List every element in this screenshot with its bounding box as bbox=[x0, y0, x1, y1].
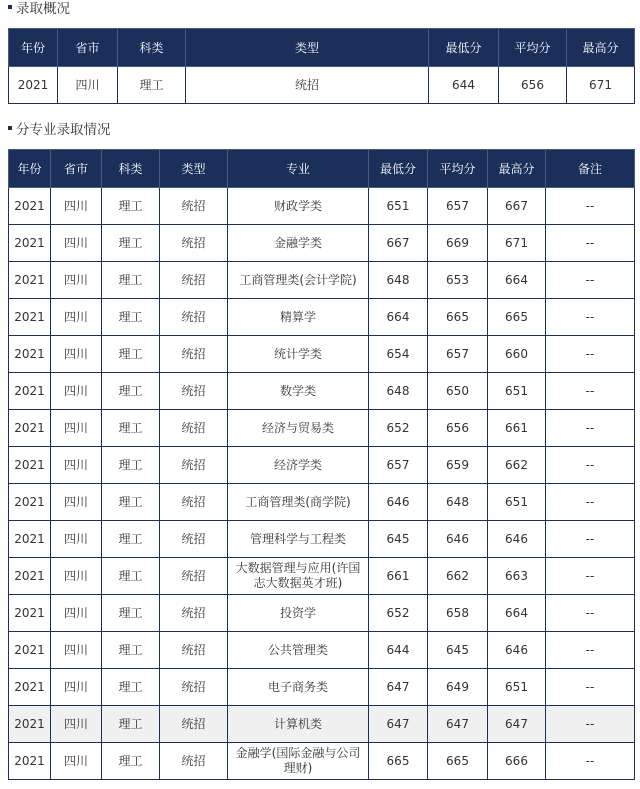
cell-year: 2021 bbox=[9, 484, 51, 521]
cell-major: 电子商务类 bbox=[228, 669, 369, 706]
cell-max-score: 646 bbox=[488, 632, 546, 669]
table-row bbox=[9, 743, 635, 780]
overview-header-row bbox=[9, 29, 635, 67]
cell-max-score: 663 bbox=[488, 558, 546, 595]
cell-max-score: 661 bbox=[488, 410, 546, 447]
cell-major: 计算机类 bbox=[228, 706, 369, 743]
cell-remarks: -- bbox=[546, 225, 635, 262]
cell-remarks: -- bbox=[546, 336, 635, 373]
table-row bbox=[9, 706, 635, 743]
overview-section-title bbox=[8, 0, 70, 18]
cell-major: 统计学类 bbox=[228, 336, 369, 373]
cell-min-score: 665 bbox=[369, 743, 428, 780]
cell-avg-score: 648 bbox=[428, 484, 488, 521]
cell-province: 四川 bbox=[51, 706, 102, 743]
cell-province: 四川 bbox=[51, 188, 102, 225]
cell-type: 统招 bbox=[160, 706, 228, 743]
cell-remarks: -- bbox=[546, 447, 635, 484]
cell-major: 大数据管理与应用(许国志大数据英才班) bbox=[228, 558, 369, 595]
cell-province: 四川 bbox=[51, 373, 102, 410]
table-row bbox=[9, 188, 635, 225]
cell-type: 统招 bbox=[160, 188, 228, 225]
cell-category: 理工 bbox=[102, 706, 160, 743]
cell-max-score: 651 bbox=[488, 669, 546, 706]
cell-type: 统招 bbox=[160, 484, 228, 521]
cell-type: 统招 bbox=[160, 336, 228, 373]
header-min-score: 最低分 bbox=[369, 150, 428, 188]
cell-category: 理工 bbox=[102, 743, 160, 780]
cell-max-score: 646 bbox=[488, 521, 546, 558]
majors-section-title bbox=[8, 121, 111, 139]
cell-min-score: 644 bbox=[429, 67, 499, 104]
cell-min-score: 648 bbox=[369, 373, 428, 410]
cell-type: 统招 bbox=[160, 632, 228, 669]
cell-year: 2021 bbox=[9, 447, 51, 484]
cell-province: 四川 bbox=[51, 336, 102, 373]
header-province: 省市 bbox=[51, 150, 102, 188]
cell-type: 统招 bbox=[160, 299, 228, 336]
cell-min-score: 646 bbox=[369, 484, 428, 521]
cell-type: 统招 bbox=[160, 521, 228, 558]
cell-category: 理工 bbox=[102, 336, 160, 373]
cell-category: 理工 bbox=[102, 595, 160, 632]
header-major: 专业 bbox=[228, 150, 369, 188]
cell-min-score: 667 bbox=[369, 225, 428, 262]
cell-avg-score: 665 bbox=[428, 299, 488, 336]
cell-type: 统招 bbox=[160, 410, 228, 447]
cell-category: 理工 bbox=[102, 484, 160, 521]
overview-row bbox=[9, 67, 635, 104]
bullet-icon bbox=[8, 5, 12, 9]
header-min-score: 最低分 bbox=[429, 29, 499, 67]
overview-table bbox=[8, 28, 635, 104]
cell-year: 2021 bbox=[9, 225, 51, 262]
cell-remarks: -- bbox=[546, 410, 635, 447]
table-row bbox=[9, 484, 635, 521]
cell-max-score: 665 bbox=[488, 299, 546, 336]
table-row bbox=[9, 373, 635, 410]
cell-max-score: 667 bbox=[488, 188, 546, 225]
cell-remarks: -- bbox=[546, 373, 635, 410]
cell-min-score: 654 bbox=[369, 336, 428, 373]
cell-min-score: 652 bbox=[369, 410, 428, 447]
table-row bbox=[9, 521, 635, 558]
overview-title-text: 录取概况 bbox=[16, 1, 70, 17]
header-max-score: 最高分 bbox=[488, 150, 546, 188]
cell-province: 四川 bbox=[51, 521, 102, 558]
table-row bbox=[9, 336, 635, 373]
header-category: 科类 bbox=[118, 29, 186, 67]
table-row bbox=[9, 669, 635, 706]
cell-year: 2021 bbox=[9, 299, 51, 336]
cell-max-score: 651 bbox=[488, 484, 546, 521]
cell-type: 统招 bbox=[160, 373, 228, 410]
cell-avg-score: 645 bbox=[428, 632, 488, 669]
cell-province: 四川 bbox=[51, 632, 102, 669]
cell-category: 理工 bbox=[102, 188, 160, 225]
header-max-score: 最高分 bbox=[567, 29, 635, 67]
header-year: 年份 bbox=[9, 150, 51, 188]
cell-province: 四川 bbox=[51, 225, 102, 262]
cell-major: 财政学类 bbox=[228, 188, 369, 225]
cell-min-score: 652 bbox=[369, 595, 428, 632]
table-row bbox=[9, 595, 635, 632]
cell-min-score: 647 bbox=[369, 706, 428, 743]
table-row bbox=[9, 299, 635, 336]
cell-avg-score: 662 bbox=[428, 558, 488, 595]
cell-type: 统招 bbox=[160, 447, 228, 484]
cell-major: 经济与贸易类 bbox=[228, 410, 369, 447]
cell-major: 金融学(国际金融与公司理财) bbox=[228, 743, 369, 780]
cell-avg-score: 658 bbox=[428, 595, 488, 632]
cell-year: 2021 bbox=[9, 67, 58, 104]
cell-category: 理工 bbox=[102, 373, 160, 410]
cell-avg-score: 653 bbox=[428, 262, 488, 299]
cell-category: 理工 bbox=[102, 521, 160, 558]
table-row bbox=[9, 447, 635, 484]
cell-province: 四川 bbox=[58, 67, 118, 104]
cell-max-score: 662 bbox=[488, 447, 546, 484]
cell-major: 管理科学与工程类 bbox=[228, 521, 369, 558]
cell-type: 统招 bbox=[160, 558, 228, 595]
cell-major: 金融学类 bbox=[228, 225, 369, 262]
cell-province: 四川 bbox=[51, 484, 102, 521]
table-row bbox=[9, 262, 635, 299]
cell-category: 理工 bbox=[102, 447, 160, 484]
cell-max-score: 664 bbox=[488, 262, 546, 299]
cell-category: 理工 bbox=[102, 299, 160, 336]
majors-table-body bbox=[9, 188, 635, 780]
cell-max-score: 664 bbox=[488, 595, 546, 632]
header-category: 科类 bbox=[102, 150, 160, 188]
bullet-icon bbox=[8, 126, 12, 130]
cell-type: 统招 bbox=[160, 225, 228, 262]
cell-type: 统招 bbox=[186, 67, 429, 104]
cell-category: 理工 bbox=[102, 632, 160, 669]
cell-avg-score: 665 bbox=[428, 743, 488, 780]
cell-year: 2021 bbox=[9, 632, 51, 669]
table-row bbox=[9, 632, 635, 669]
header-year: 年份 bbox=[9, 29, 58, 67]
cell-avg-score: 656 bbox=[499, 67, 567, 104]
header-province: 省市 bbox=[58, 29, 118, 67]
cell-min-score: 661 bbox=[369, 558, 428, 595]
cell-year: 2021 bbox=[9, 410, 51, 447]
cell-min-score: 648 bbox=[369, 262, 428, 299]
cell-type: 统招 bbox=[160, 262, 228, 299]
cell-remarks: -- bbox=[546, 632, 635, 669]
cell-remarks: -- bbox=[546, 188, 635, 225]
cell-min-score: 651 bbox=[369, 188, 428, 225]
cell-min-score: 664 bbox=[369, 299, 428, 336]
header-type: 类型 bbox=[186, 29, 429, 67]
table-row bbox=[9, 225, 635, 262]
cell-max-score: 666 bbox=[488, 743, 546, 780]
cell-remarks: -- bbox=[546, 521, 635, 558]
cell-max-score: 647 bbox=[488, 706, 546, 743]
cell-province: 四川 bbox=[51, 743, 102, 780]
cell-avg-score: 657 bbox=[428, 336, 488, 373]
cell-max-score: 671 bbox=[567, 67, 635, 104]
cell-remarks: -- bbox=[546, 743, 635, 780]
cell-category: 理工 bbox=[118, 67, 186, 104]
header-type: 类型 bbox=[160, 150, 228, 188]
cell-max-score: 651 bbox=[488, 373, 546, 410]
cell-type: 统招 bbox=[160, 595, 228, 632]
cell-province: 四川 bbox=[51, 299, 102, 336]
cell-remarks: -- bbox=[546, 484, 635, 521]
cell-max-score: 660 bbox=[488, 336, 546, 373]
cell-remarks: -- bbox=[546, 706, 635, 743]
cell-year: 2021 bbox=[9, 595, 51, 632]
cell-min-score: 644 bbox=[369, 632, 428, 669]
cell-avg-score: 657 bbox=[428, 188, 488, 225]
cell-category: 理工 bbox=[102, 669, 160, 706]
majors-table bbox=[8, 149, 635, 780]
cell-avg-score: 647 bbox=[428, 706, 488, 743]
cell-year: 2021 bbox=[9, 262, 51, 299]
cell-province: 四川 bbox=[51, 262, 102, 299]
cell-year: 2021 bbox=[9, 743, 51, 780]
cell-remarks: -- bbox=[546, 262, 635, 299]
cell-year: 2021 bbox=[9, 521, 51, 558]
table-row bbox=[9, 410, 635, 447]
cell-min-score: 657 bbox=[369, 447, 428, 484]
cell-avg-score: 669 bbox=[428, 225, 488, 262]
cell-major: 公共管理类 bbox=[228, 632, 369, 669]
cell-max-score: 671 bbox=[488, 225, 546, 262]
cell-year: 2021 bbox=[9, 336, 51, 373]
cell-year: 2021 bbox=[9, 669, 51, 706]
cell-avg-score: 659 bbox=[428, 447, 488, 484]
cell-province: 四川 bbox=[51, 558, 102, 595]
cell-category: 理工 bbox=[102, 558, 160, 595]
cell-year: 2021 bbox=[9, 373, 51, 410]
cell-major: 投资学 bbox=[228, 595, 369, 632]
cell-major: 数学类 bbox=[228, 373, 369, 410]
majors-title-text: 分专业录取情况 bbox=[16, 122, 111, 138]
table-row bbox=[9, 558, 635, 595]
cell-min-score: 647 bbox=[369, 669, 428, 706]
cell-major: 工商管理类(商学院) bbox=[228, 484, 369, 521]
cell-province: 四川 bbox=[51, 595, 102, 632]
cell-avg-score: 650 bbox=[428, 373, 488, 410]
cell-category: 理工 bbox=[102, 410, 160, 447]
cell-remarks: -- bbox=[546, 299, 635, 336]
cell-avg-score: 649 bbox=[428, 669, 488, 706]
cell-type: 统招 bbox=[160, 669, 228, 706]
cell-province: 四川 bbox=[51, 447, 102, 484]
cell-avg-score: 646 bbox=[428, 521, 488, 558]
cell-province: 四川 bbox=[51, 410, 102, 447]
cell-category: 理工 bbox=[102, 225, 160, 262]
cell-remarks: -- bbox=[546, 558, 635, 595]
cell-type: 统招 bbox=[160, 743, 228, 780]
cell-category: 理工 bbox=[102, 262, 160, 299]
majors-header-row bbox=[9, 150, 635, 188]
cell-province: 四川 bbox=[51, 669, 102, 706]
header-remarks: 备注 bbox=[546, 150, 635, 188]
cell-year: 2021 bbox=[9, 558, 51, 595]
header-avg-score: 平均分 bbox=[499, 29, 567, 67]
header-avg-score: 平均分 bbox=[428, 150, 488, 188]
cell-year: 2021 bbox=[9, 188, 51, 225]
cell-remarks: -- bbox=[546, 595, 635, 632]
cell-major: 工商管理类(会计学院) bbox=[228, 262, 369, 299]
cell-year: 2021 bbox=[9, 706, 51, 743]
cell-remarks: -- bbox=[546, 669, 635, 706]
cell-avg-score: 656 bbox=[428, 410, 488, 447]
cell-major: 经济学类 bbox=[228, 447, 369, 484]
cell-major: 精算学 bbox=[228, 299, 369, 336]
cell-min-score: 645 bbox=[369, 521, 428, 558]
